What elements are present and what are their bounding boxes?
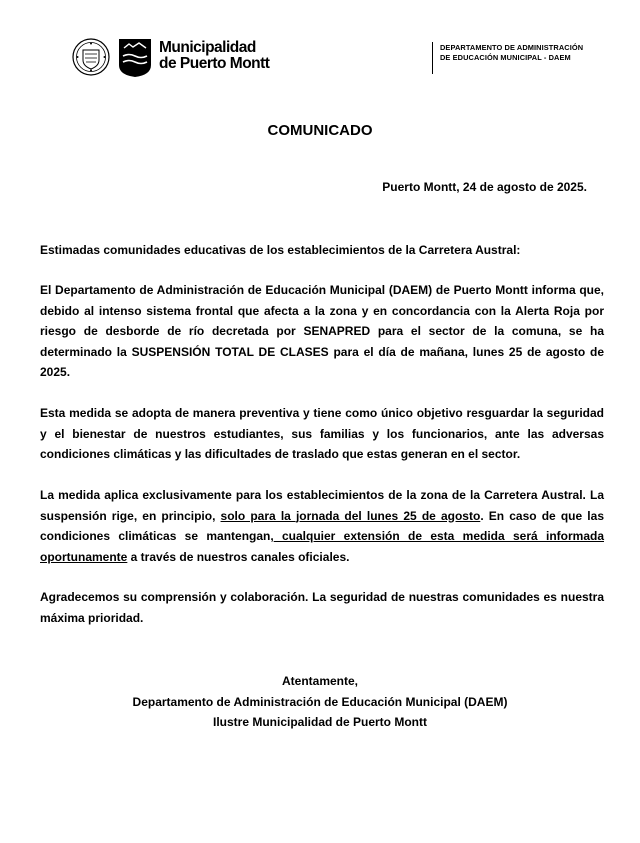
greeting: Estimadas comunidades educativas de los establecimientos de la Carretera Austral: [40, 243, 521, 257]
paragraph-3-part-2: . En caso de que las condiciones climáticas se mantengan, [40, 508, 604, 543]
closing-line-1: Atentamente, [281, 674, 358, 688]
closing-line-2: Departamento de Administración de Educación Municipal (DAEM) [132, 694, 508, 709]
municipality-line-1: Municipalidad [159, 39, 256, 56]
header-divider [432, 42, 433, 74]
municipal-seal-icon [72, 38, 110, 76]
document-date: Puerto Montt, 24 de agosto de 2025. [382, 180, 587, 194]
department-line-1: DEPARTAMENTO DE ADMINISTRACIÓN [440, 43, 584, 52]
municipality-line-2: de Puerto Montt [159, 55, 270, 72]
paragraph-4: Agradecemos su comprensión y colaboración. La seguridad de nuestras comunidades es nuestra máxima prioridad. [40, 590, 604, 625]
paragraph-3-part-3: a través de nuestros canales oficiales. [127, 549, 350, 564]
paragraph-3-part-1: La medida aplica exclusivamente para los establecimientos de la zona de la Carretera Austral. La suspensión rige, en principio, [40, 488, 604, 523]
closing-line-3: Ilustre Municipalidad de Puerto Montt [212, 715, 427, 729]
municipality-name [159, 40, 269, 72]
municipality-logo-icon [118, 38, 152, 78]
paragraph-2: Esta medida se adopta de manera preventiva y tiene como único objetivo resguardar la seguridad y el bienestar de nuestros estudiantes, sus familias y los funcionarios, ante las adversas condiciones climáticas y las dificultades de traslado que estas generan en el sector. [40, 406, 604, 461]
department-name [440, 43, 583, 63]
paragraph-1: El Departamento de Administración de Educación Municipal (DAEM) de Puerto Montt informa que, debido al intenso sistema frontal que afecta a la zona y en concordancia con la Alerta Roja por riesgo de desborde de río decretada por SENAPRED para el sector de la comuna, se ha determinado la SUSPENSIÓN TOTAL DE CLASES para el día de mañana, lunes 25 de agosto de 2025. [40, 283, 604, 379]
paragraph-3-underline-1: solo para la jornada del lunes 25 de agosto [220, 508, 481, 523]
letterhead [0, 36, 640, 84]
department-line-2: DE EDUCACIÓN MUNICIPAL - DAEM [440, 53, 571, 62]
document-title: COMUNICADO [267, 122, 373, 139]
paragraph-3 [40, 485, 604, 567]
closing-signature [0, 671, 640, 733]
paragraph-3-underline-2: cualquier extensión de esta medida será informada oportunamente [40, 529, 604, 564]
